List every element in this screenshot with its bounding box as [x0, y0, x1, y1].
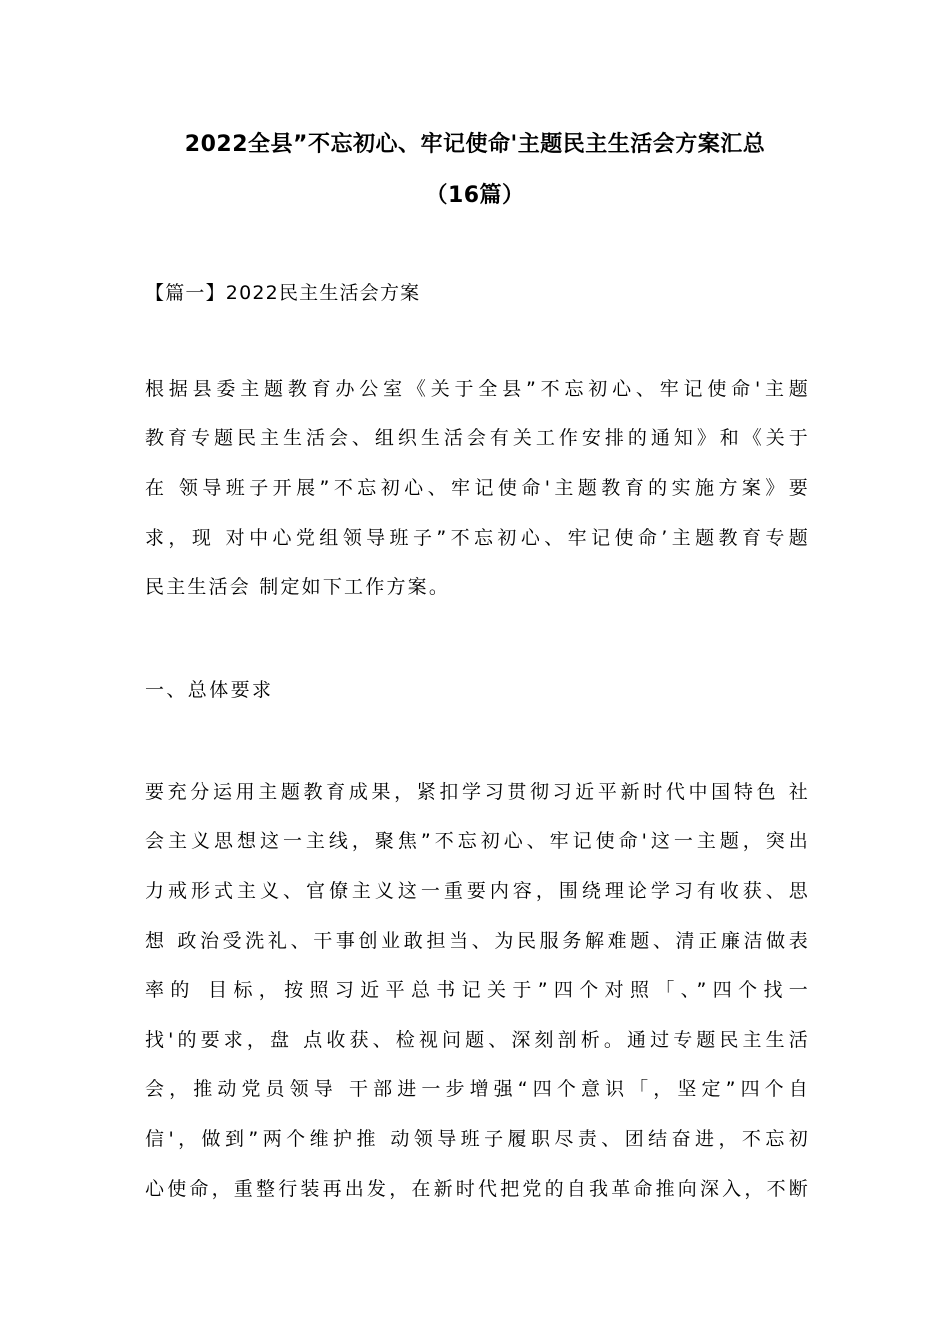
- paragraph-2-line-7: 会，推动党员领导 干部进一步增强“四个意识「，坚定”四个自: [145, 1078, 810, 1100]
- paragraph-2-line-3: 力戒形式主义、官僚主义这一重要内容，围绕理论学习有收获、思: [145, 880, 810, 902]
- document-title-line-1: 2022全县”不忘初心、牢记使命'主题民主生活会方案汇总: [184, 132, 766, 157]
- paragraph-1-line-1: 根据县委主题教育办公室《关于全县”不忘初心、牢记使命'主题: [145, 378, 810, 400]
- paragraph-2-line-9: 心使命，重整行装再出发，在新时代把党的自我革命推向深入，不断: [145, 1178, 810, 1200]
- paragraph-2-line-2: 会主义思想这一主线，聚焦”不忘初心、牢记使命'这一主题，突出: [145, 830, 810, 852]
- paragraph-1-line-5: 民主生活会 制定如下工作方案。: [145, 576, 451, 598]
- paragraph-1-line-2: 教育专题民主生活会、组织生活会有关工作安排的通知》和《关于: [145, 427, 810, 449]
- section-heading-general-requirements: 一、总体要求: [145, 679, 274, 701]
- paragraph-2-line-8: 信'，做到”两个维护推 动领导班子履职尽责、团结奋进，不忘初: [145, 1128, 810, 1150]
- paragraph-2-line-6: 找'的要求，盘 点收获、检视问题、深刻剖析。通过专题民主生活: [145, 1029, 810, 1051]
- chapter-heading: 【篇一】2022民主生活会方案: [145, 282, 421, 304]
- paragraph-2-line-1: 要充分运用主题教育成果，紧扣学习贯彻习近平新时代中国特色 社: [145, 781, 810, 803]
- paragraph-1-line-4: 求，现 对中心党组领导班子”不忘初心、牢记使命’主题教育专题: [145, 527, 810, 549]
- document-title-line-2: （16篇）: [425, 183, 525, 208]
- paragraph-2-line-5: 率的 目标，按照习近平总书记关于”四个对照「、”四个找一: [145, 979, 810, 1001]
- paragraph-2-line-4: 想 政治受洗礼、干事创业敢担当、为民服务解难题、清正廉洁做表: [145, 930, 810, 952]
- paragraph-1-line-3: 在 领导班子开展”不忘初心、牢记使命'主题教育的实施方案》要: [145, 477, 810, 499]
